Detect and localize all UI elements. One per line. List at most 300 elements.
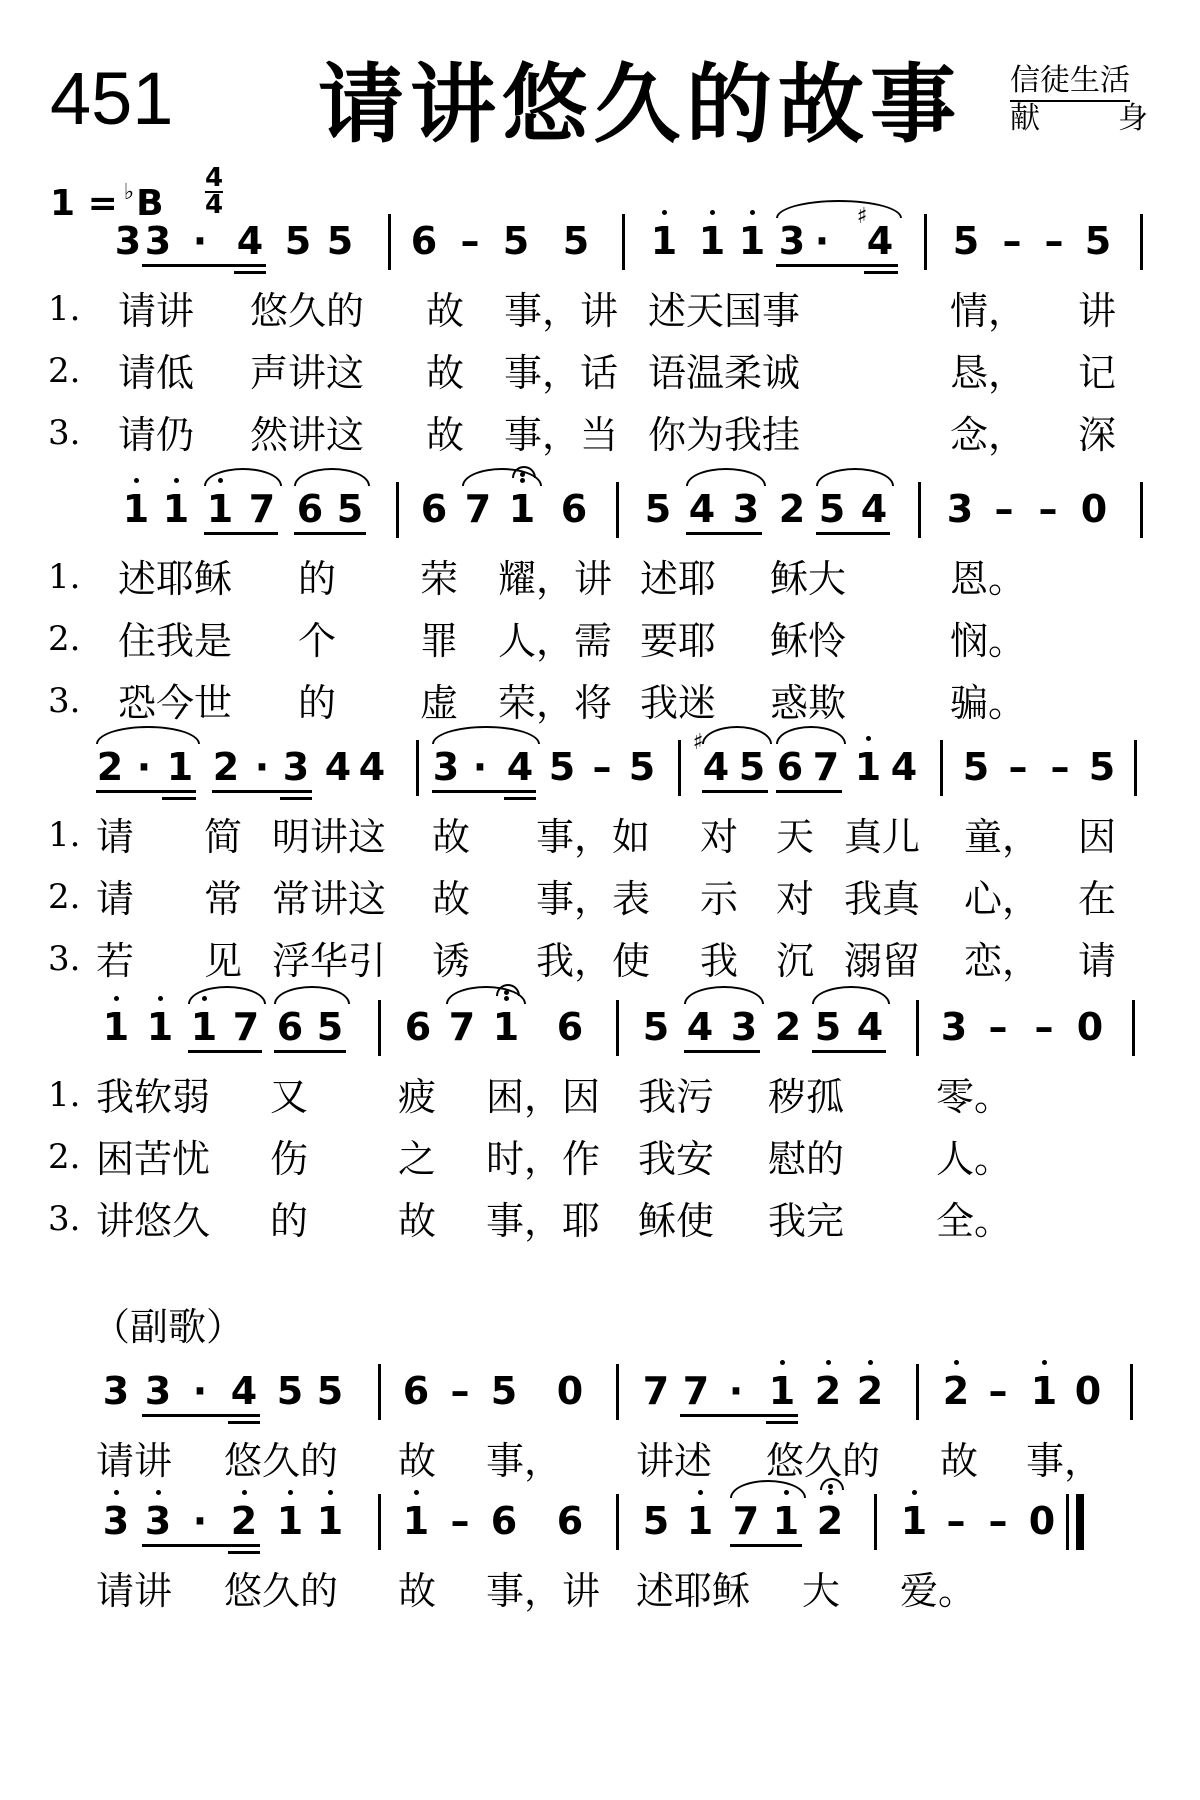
note: 7 xyxy=(642,1369,670,1413)
slur-arc xyxy=(776,200,902,218)
barline xyxy=(616,1000,619,1056)
note: 5 xyxy=(562,219,590,263)
slur-arc xyxy=(776,726,846,744)
rhythm-underline xyxy=(294,532,366,535)
rhythm-underline xyxy=(234,271,266,274)
note: 3 xyxy=(144,1369,172,1413)
barline xyxy=(1134,740,1137,796)
lyric-syllable: 浮华引 xyxy=(272,939,387,983)
note: 4 xyxy=(324,745,352,789)
lyric-syllable: 请仍 xyxy=(118,413,195,457)
rhythm-dot: · xyxy=(728,1369,744,1413)
lyric-syllable: 虚 xyxy=(420,681,459,725)
dash: – xyxy=(450,1369,470,1413)
note: 7 xyxy=(248,487,276,531)
note: 0 xyxy=(1076,1005,1104,1049)
note: 3 xyxy=(432,745,460,789)
fermata-dot xyxy=(828,1484,833,1489)
rhythm-dot: · xyxy=(814,219,830,263)
lyric-syllable: 事，如 xyxy=(536,815,651,859)
lyric-syllable: 悠久的 xyxy=(224,1439,339,1483)
dash: – xyxy=(1038,487,1058,531)
note: 4 xyxy=(860,487,888,531)
rhythm-underline xyxy=(730,1544,802,1547)
note: 1 xyxy=(772,1499,800,1543)
lyric-syllable: 声讲这 xyxy=(250,351,365,395)
barline xyxy=(1140,482,1143,538)
lyric-syllable: 心， xyxy=(964,877,1041,921)
lyric-syllable: 请讲 xyxy=(118,289,195,333)
note: 7 xyxy=(232,1005,260,1049)
lyric-syllable: 常 xyxy=(204,877,243,921)
rhythm-underline xyxy=(432,790,536,793)
barline xyxy=(378,1000,381,1056)
sharp-sign: ♯ xyxy=(856,204,868,229)
dash: – xyxy=(450,1499,470,1543)
note: 5 xyxy=(548,745,576,789)
note: 3 xyxy=(730,1005,758,1049)
slur-arc xyxy=(684,986,764,1004)
slur-arc xyxy=(96,726,200,744)
dash: – xyxy=(988,1369,1008,1413)
note: 0 xyxy=(556,1369,584,1413)
barline xyxy=(940,740,943,796)
note: 5 xyxy=(642,1005,670,1049)
note: 1 xyxy=(768,1369,796,1413)
slur-arc xyxy=(294,468,370,486)
note: 3 xyxy=(778,219,806,263)
lyric-syllable: 事，讲 xyxy=(486,1569,601,1613)
verse-number: 1. xyxy=(48,289,81,329)
verse-number: 3. xyxy=(48,413,81,453)
barline xyxy=(416,740,419,796)
lyric-syllable: 要耶 xyxy=(640,619,717,663)
lyric-syllable: 明讲这 xyxy=(272,815,387,859)
note: 2 xyxy=(96,745,124,789)
note: 4 xyxy=(506,745,534,789)
note: 0 xyxy=(1074,1369,1102,1413)
note: 4 xyxy=(702,745,730,789)
note: 1 xyxy=(650,219,678,263)
time-signature xyxy=(204,163,224,220)
note: 5 xyxy=(738,745,766,789)
note: 2 xyxy=(212,745,240,789)
lyric-syllable: 见 xyxy=(204,939,243,983)
rhythm-underline xyxy=(702,790,768,793)
note: 2 xyxy=(778,487,806,531)
note: 2 xyxy=(230,1499,258,1543)
dash: – xyxy=(1008,745,1028,789)
key-signature xyxy=(50,182,164,222)
sharp-sign: ♯ xyxy=(692,730,704,755)
lyric-syllable: 天 xyxy=(776,815,815,859)
octave-up-dot xyxy=(826,1360,831,1365)
note: 1 xyxy=(102,1005,130,1049)
lyric-syllable: 慰的 xyxy=(768,1137,845,1181)
lyric-syllable: 人。 xyxy=(936,1137,1013,1181)
key-letter: B xyxy=(136,183,164,224)
note: 5 xyxy=(644,487,672,531)
lyric-syllable: 你为我挂 xyxy=(648,413,801,457)
octave-up-dot xyxy=(414,1490,419,1495)
lyric-syllable: 真儿 xyxy=(844,815,921,859)
lyric-syllable: 沉 xyxy=(776,939,815,983)
note: 5 xyxy=(814,1005,842,1049)
octave-up-dot xyxy=(134,478,139,483)
rhythm-underline xyxy=(812,1050,886,1053)
note: 4 xyxy=(866,219,894,263)
lyric-syllable: 对 xyxy=(776,877,815,921)
note: 5 xyxy=(316,1369,344,1413)
note: 4 xyxy=(230,1369,258,1413)
octave-up-dot xyxy=(174,478,179,483)
lyric-syllable: 故 xyxy=(398,1199,437,1243)
note: 2 xyxy=(774,1005,802,1049)
dash: – xyxy=(994,487,1014,531)
barline xyxy=(1132,1000,1135,1056)
note: 3 xyxy=(144,1499,172,1543)
dash: – xyxy=(1034,1005,1054,1049)
lyric-syllable: 在 xyxy=(1078,877,1117,921)
dash: – xyxy=(460,219,480,263)
note: 3 xyxy=(940,1005,968,1049)
final-barline xyxy=(1076,1494,1084,1550)
note: 3 xyxy=(732,487,760,531)
slur-arc xyxy=(812,986,890,1004)
lyric-syllable: 述耶稣 xyxy=(636,1569,751,1613)
lyric-syllable: 大 xyxy=(802,1569,841,1613)
subcategory-char: 献 xyxy=(1010,101,1040,136)
note: 6 xyxy=(420,487,448,531)
rhythm-underline xyxy=(766,1421,798,1424)
rhythm-underline xyxy=(228,1421,260,1424)
verse-number: 2. xyxy=(48,1137,81,1177)
verse-number: 2. xyxy=(48,619,81,659)
lyric-syllable: 我安 xyxy=(638,1137,715,1181)
lyric-syllable: 念， xyxy=(950,413,1027,457)
note: 1 xyxy=(316,1499,344,1543)
note: 1 xyxy=(1030,1369,1058,1413)
rhythm-dot: · xyxy=(136,745,152,789)
note: 6 xyxy=(404,1005,432,1049)
note: 5 xyxy=(502,219,530,263)
lyric-syllable: 恳， xyxy=(950,351,1027,395)
slur-arc xyxy=(188,986,266,1004)
lyric-syllable: 对 xyxy=(700,815,739,859)
lyric-syllable: 我污 xyxy=(638,1075,715,1119)
note: 1 xyxy=(508,487,536,531)
note: 6 xyxy=(276,1005,304,1049)
lyric-syllable: 疲 xyxy=(398,1075,437,1119)
lyric-syllable: 故 xyxy=(426,289,465,333)
lyric-syllable: 时，作 xyxy=(486,1137,601,1181)
lyric-syllable: 之 xyxy=(398,1137,437,1181)
lyric-syllable: 悠久的 xyxy=(250,289,365,333)
lyric-syllable: 全。 xyxy=(936,1199,1013,1243)
lyric-syllable: 讲悠久 xyxy=(96,1199,211,1243)
note: 5 xyxy=(326,219,354,263)
octave-up-dot xyxy=(242,1490,247,1495)
lyric-syllable: 情， xyxy=(950,289,1027,333)
barline xyxy=(874,1494,877,1550)
lyric-syllable: 溺留 xyxy=(844,939,921,983)
lyric-syllable: 讲述 xyxy=(636,1439,713,1483)
lyric-syllable: 记 xyxy=(1078,351,1117,395)
lyric-syllable: 语温柔诚 xyxy=(648,351,801,395)
lyric-syllable: 恐今世 xyxy=(118,681,233,725)
note: 5 xyxy=(628,745,656,789)
note: 0 xyxy=(1080,487,1108,531)
rhythm-underline xyxy=(280,797,312,800)
octave-up-dot xyxy=(866,736,871,741)
note: 1 xyxy=(190,1005,218,1049)
rhythm-underline xyxy=(142,264,266,267)
lyric-syllable: 简 xyxy=(204,815,243,859)
lyric-syllable: 罪 xyxy=(420,619,459,663)
lyric-syllable: 骗。 xyxy=(950,681,1027,725)
note: 5 xyxy=(336,487,364,531)
rhythm-underline xyxy=(864,271,898,274)
note: 1 xyxy=(900,1499,928,1543)
barline xyxy=(616,482,619,538)
barline xyxy=(1140,214,1143,270)
octave-up-dot xyxy=(114,996,119,1001)
note: 6 xyxy=(490,1499,518,1543)
lyric-syllable: 我软弱 xyxy=(96,1075,211,1119)
lyric-syllable: 深 xyxy=(1078,413,1117,457)
time-top: 4 xyxy=(204,163,224,193)
slur-arc xyxy=(816,468,894,486)
rhythm-underline xyxy=(96,790,196,793)
verse-number: 3. xyxy=(48,681,81,721)
note: 2 xyxy=(816,1499,844,1543)
barline xyxy=(1066,1494,1069,1550)
note: 7 xyxy=(682,1369,710,1413)
octave-up-dot xyxy=(954,1360,959,1365)
note: 2 xyxy=(814,1369,842,1413)
octave-up-dot xyxy=(1042,1360,1047,1365)
rhythm-underline xyxy=(686,532,762,535)
note: 1 xyxy=(698,219,726,263)
hymn-number: 451 xyxy=(50,57,174,140)
rhythm-underline xyxy=(776,264,898,267)
lyric-syllable: 稣使 xyxy=(638,1199,715,1243)
rhythm-underline xyxy=(162,797,196,800)
rhythm-underline xyxy=(274,1050,346,1053)
octave-up-dot xyxy=(114,1490,119,1495)
lyric-syllable: 示 xyxy=(700,877,739,921)
note: 7 xyxy=(812,745,840,789)
note: 7 xyxy=(732,1499,760,1543)
note: 3 xyxy=(282,745,310,789)
lyric-syllable: 若 xyxy=(96,939,135,983)
slur-arc xyxy=(432,726,540,744)
octave-up-dot xyxy=(328,1490,333,1495)
dash: – xyxy=(988,1499,1008,1543)
barline xyxy=(378,1364,381,1420)
lyric-syllable: 请低 xyxy=(118,351,195,395)
note: 4 xyxy=(686,1005,714,1049)
lyric-syllable: 秽孤 xyxy=(768,1075,845,1119)
note: 1 xyxy=(738,219,766,263)
lyric-syllable: 事， xyxy=(1026,1439,1103,1483)
dash: – xyxy=(1050,745,1070,789)
slur-arc xyxy=(686,468,766,486)
note: 2 xyxy=(942,1369,970,1413)
dash: – xyxy=(988,1005,1008,1049)
lyric-syllable: 请 xyxy=(1078,939,1117,983)
note: 7 xyxy=(464,487,492,531)
note: 2 xyxy=(856,1369,884,1413)
lyric-syllable: 我，使 xyxy=(536,939,651,983)
barline xyxy=(678,740,681,796)
lyric-syllable: 爱。 xyxy=(900,1569,977,1613)
note: 4 xyxy=(890,745,918,789)
note: 3 xyxy=(102,1499,130,1543)
rhythm-underline xyxy=(816,532,890,535)
lyric-syllable: 耀，讲 xyxy=(498,557,613,601)
note: 1 xyxy=(206,487,234,531)
note: 5 xyxy=(818,487,846,531)
subcategory-char: 身 xyxy=(1118,101,1148,136)
lyric-syllable: 个 xyxy=(298,619,337,663)
note: 5 xyxy=(642,1499,670,1543)
lyric-syllable: 恩。 xyxy=(950,557,1027,601)
octave-up-dot xyxy=(912,1490,917,1495)
barline xyxy=(916,1000,919,1056)
lyric-syllable: 我 xyxy=(700,939,739,983)
octave-up-dot xyxy=(158,996,163,1001)
verse-number: 3. xyxy=(48,1199,81,1239)
note: 1 xyxy=(492,1005,520,1049)
note: 5 xyxy=(276,1369,304,1413)
lyric-syllable: 事，表 xyxy=(536,877,651,921)
lyric-syllable: 事，耶 xyxy=(486,1199,601,1243)
lyric-syllable: 又 xyxy=(270,1075,309,1119)
note: 0 xyxy=(1028,1499,1056,1543)
rhythm-underline xyxy=(188,1050,262,1053)
rhythm-underline xyxy=(504,797,536,800)
slur-arc xyxy=(204,468,282,486)
lyric-syllable: 故 xyxy=(426,413,465,457)
lyric-syllable: 的 xyxy=(270,1199,309,1243)
octave-up-dot xyxy=(780,1360,785,1365)
rhythm-dot: · xyxy=(192,219,208,263)
lyric-syllable: 住我是 xyxy=(118,619,233,663)
lyric-syllable: 稣怜 xyxy=(770,619,847,663)
note: 4 xyxy=(236,219,264,263)
note: 4 xyxy=(358,745,386,789)
time-bottom: 4 xyxy=(204,190,224,220)
note: 6 xyxy=(776,745,804,789)
lyric-syllable: 述天国事 xyxy=(648,289,801,333)
note: 1 xyxy=(166,745,194,789)
note: 6 xyxy=(402,1369,430,1413)
lyric-syllable: 然讲这 xyxy=(250,413,365,457)
note: 6 xyxy=(556,1499,584,1543)
lyric-syllable: 请 xyxy=(96,877,135,921)
lyric-syllable: 事， xyxy=(486,1439,563,1483)
octave-up-dot xyxy=(288,1490,293,1495)
lyric-syllable: 伤 xyxy=(270,1137,309,1181)
lyric-syllable: 困苦忧 xyxy=(96,1137,211,1181)
verse-number: 1. xyxy=(48,557,81,597)
flat-sign: ♭ xyxy=(123,180,135,205)
verse-number: 1. xyxy=(48,1075,81,1115)
rhythm-dot: · xyxy=(192,1499,208,1543)
subcategory-label xyxy=(1010,101,1148,136)
octave-up-dot xyxy=(828,1490,833,1495)
octave-up-dot xyxy=(662,210,667,215)
lyric-syllable: 童， xyxy=(964,815,1041,859)
octave-up-dot xyxy=(156,1490,161,1495)
verse-number: 3. xyxy=(48,939,81,979)
rhythm-underline xyxy=(142,1414,260,1417)
lyric-syllable: 诱 xyxy=(432,939,471,983)
rhythm-underline xyxy=(680,1414,798,1417)
note: 1 xyxy=(402,1499,430,1543)
note: 1 xyxy=(162,487,190,531)
note: 5 xyxy=(962,745,990,789)
verse-number: 2. xyxy=(48,877,81,917)
lyric-syllable: 请讲 xyxy=(96,1439,173,1483)
rhythm-dot: · xyxy=(192,1369,208,1413)
dash: – xyxy=(592,745,612,789)
dash: – xyxy=(1044,219,1064,263)
lyric-syllable: 述耶稣 xyxy=(118,557,233,601)
note: 4 xyxy=(688,487,716,531)
lyric-syllable: 零。 xyxy=(936,1075,1013,1119)
octave-up-dot xyxy=(698,1490,703,1495)
lyric-syllable: 讲 xyxy=(1078,289,1117,333)
barline xyxy=(388,214,391,270)
lyric-syllable: 故 xyxy=(432,877,471,921)
lyric-syllable: 惑欺 xyxy=(770,681,847,725)
note: 6 xyxy=(560,487,588,531)
note: 6 xyxy=(296,487,324,531)
note: 6 xyxy=(556,1005,584,1049)
lyric-syllable: 稣大 xyxy=(770,557,847,601)
lyric-syllable: 事，话 xyxy=(504,351,619,395)
chorus-label: （副歌） xyxy=(92,1305,245,1349)
lyric-syllable: 困，因 xyxy=(486,1075,601,1119)
category-label: 信徒生活 xyxy=(1010,66,1130,102)
octave-up-dot xyxy=(868,1360,873,1365)
lyric-syllable: 悠久的 xyxy=(224,1569,339,1613)
lyric-syllable: 故 xyxy=(432,815,471,859)
lyric-syllable: 悠久的 xyxy=(766,1439,881,1483)
barline xyxy=(616,1494,619,1550)
note: 5 xyxy=(952,219,980,263)
note: 1 xyxy=(854,745,882,789)
note: 1 xyxy=(146,1005,174,1049)
barline xyxy=(378,1494,381,1550)
lyric-syllable: 故 xyxy=(940,1439,979,1483)
lyric-syllable: 恋， xyxy=(964,939,1041,983)
lyric-syllable: 荣 xyxy=(420,557,459,601)
note: 5 xyxy=(1088,745,1116,789)
barline xyxy=(1130,1364,1133,1420)
rhythm-underline xyxy=(228,1551,260,1554)
lyric-syllable: 事，讲 xyxy=(504,289,619,333)
note: 5 xyxy=(316,1005,344,1049)
note: 5 xyxy=(1084,219,1112,263)
verse-number: 1. xyxy=(48,815,81,855)
rhythm-underline xyxy=(776,790,842,793)
lyric-syllable: 故 xyxy=(426,351,465,395)
lyric-syllable: 请 xyxy=(96,815,135,859)
rhythm-underline xyxy=(684,1050,760,1053)
